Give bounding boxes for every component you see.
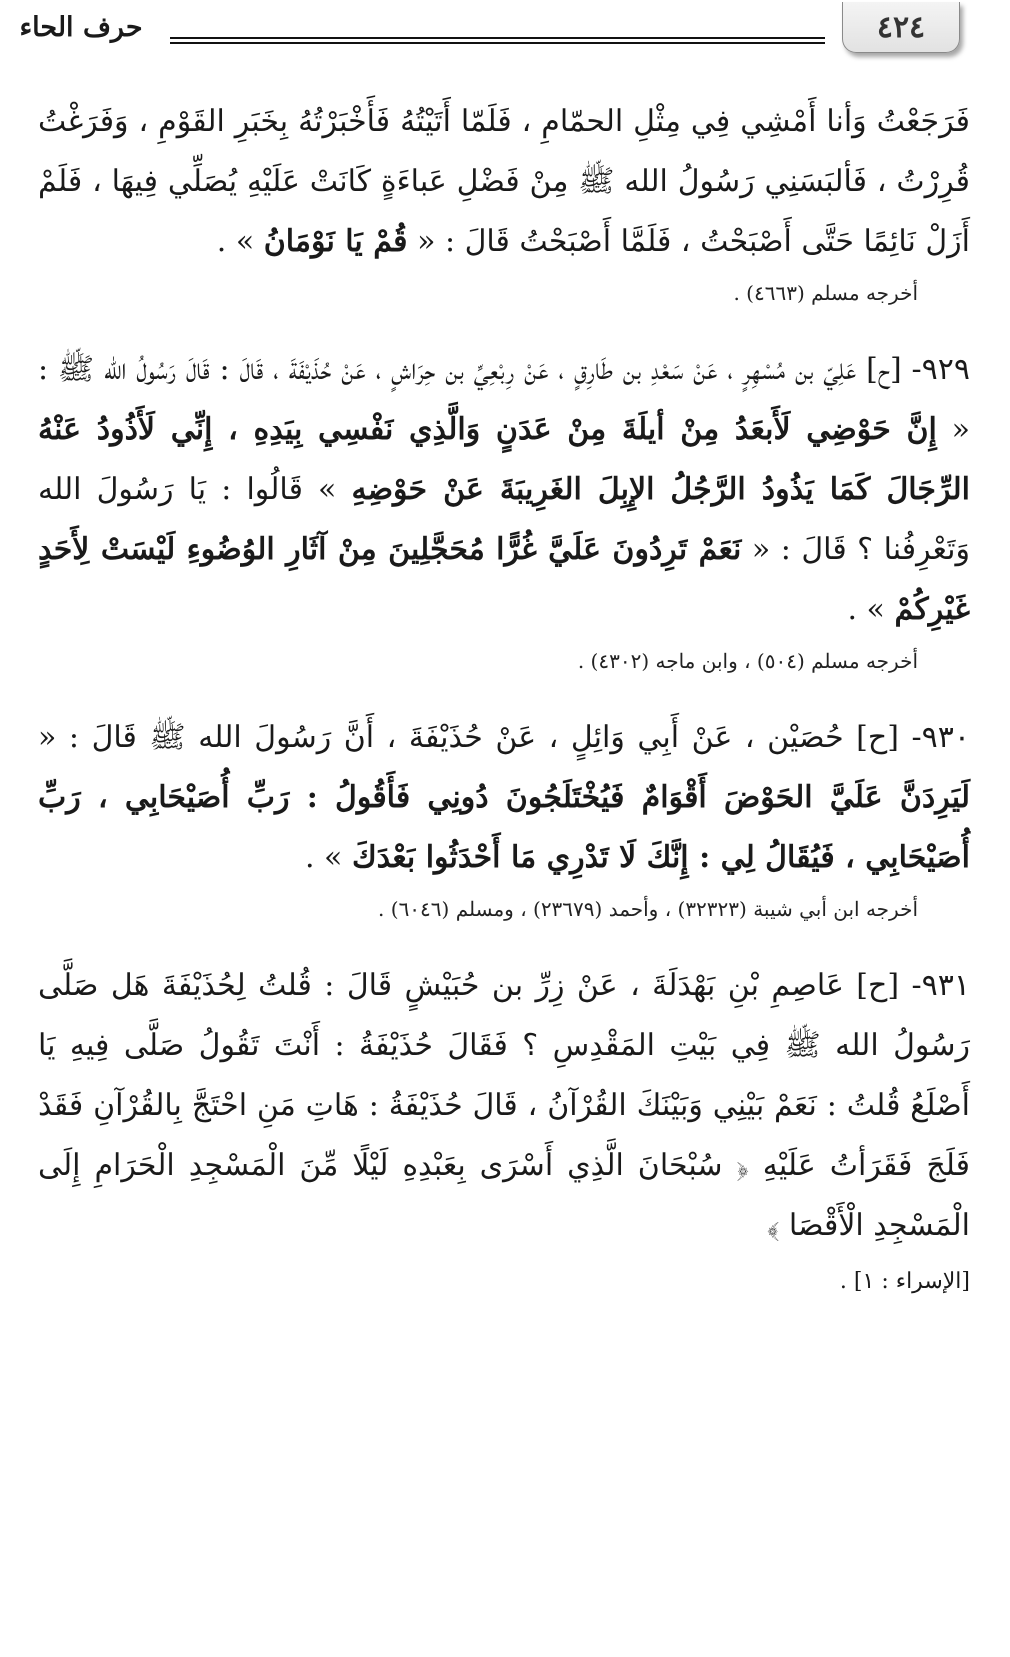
- prophetic-saying: قُمْ يَا نَوْمَانُ: [263, 224, 408, 259]
- takhrij-note: أخرجه مسلم (٥٠٤) ، وابن ماجه (٤٣٠٢) .: [577, 649, 918, 673]
- prophetic-saying: لَيَرِدَنَّ عَلَيَّ الحَوْضَ أَقْوَامٌ فَيُخْتَلَجُونَ دُونِي فَأَقُولُ : رَبِّ أُصَيْحَابِي ، رَبِّ أُصَيْحَابِي ، فَيُقَالُ لِي : إِنَّكَ لَا تَدْرِي مَا أَحْدَثُوا بَعْدَكَ: [38, 780, 970, 875]
- page-number: ٤٢٤: [842, 2, 960, 53]
- prophetic-saying: نَعَمْ تَرِدُونَ عَلَيَّ غُرًّا مُحَجَّلِينَ مِنْ آثَارِ الوُضُوءِ لَيْسَتْ لِأَحَدٍ غَيْرِكُمْ: [38, 532, 970, 627]
- hadith-930: ٩٣٠- [ح] حُصَيْن ، عَنْ أَبِي وَائِلٍ ، عَنْ حُذَيْفَةَ ، أَنَّ رَسُولَ الله ﷺ قَالَ : « لَيَرِدَنَّ عَلَيَّ الحَوْضَ أَقْوَامٌ فَيُخْتَلَجُونَ دُونِي فَأَقُولُ : رَبِّ أُصَيْحَابِي ، رَبِّ أُصَيْحَابِي ، فَيُقَالُ لِي : إِنَّكَ لَا تَدْرِي مَا أَحْدَثُوا بَعْدَكَ » .: [38, 720, 970, 875]
- quran-reference: [الإسراء : ١] .: [839, 1269, 970, 1294]
- hadith-929: ٩٢٩- [ح] عَلِيّ بن مُسْهِرٍ ، عَنْ سَعْدِ بن طَارِقٍ ، عَنْ رِبْعِيِّ بن حِرَاشٍ ، عَنْ حُذَيْفَةَ ، قَالَ : قَالَ رَسُولُ الله ﷺ : « إِنَّ حَوْضِي لَأَبعَدُ مِنْ أيلَةَ مِنْ عَدَنٍ وَالَّذِي نَفْسِي بِيَدِهِ ، إِنِّي لَأَذُودُ عَنْهُ الرِّجَالَ كَمَا يَذُودُ الرَّجُلُ الإِبِلَ الغَرِيبَةَ عَنْ حَوْضِهِ » قَالُوا : يَا رَسُولَ الله وَتَعْرِفُنا ؟ قَالَ : « نَعَمْ تَرِدُونَ عَلَيَّ غُرًّا مُحَجَّلِينَ مِنْ آثَارِ الوُضُوءِ لَيْسَتْ لِأَحَدٍ غَيْرِكُمْ » .: [38, 352, 970, 627]
- continued-hadith: فَرَجَعْتُ وَأنا أَمْشِي فِي مِثْلِ الحمّامِ ، فَلَمّا أَتَيْتُهُ فَأَخْبَرْتُهُ بِخَبَرِ القَوْمِ ، وَفَرَغْتُ قُرِرْتُ ، فَألبَسَنِي رَسُولُ الله ﷺ مِنْ فَضْلِ عَباءَةٍ كَانَتْ عَلَيْهِ يُصَلِّي فِيهَا ، فَلَمْ أَزَلْ نَائِمًا حَتَّى أَصْبَحْتُ ، فَلَمَّا أَصْبَحْتُ قَالَ : « قُمْ يَا نَوْمَانُ » .: [38, 104, 970, 259]
- prophetic-saying: إِنَّ حَوْضِي لَأَبعَدُ مِنْ أيلَةَ مِنْ عَدَنٍ وَالَّذِي نَفْسِي بِيَدِهِ ، إِنِّي لَأَذُودُ عَنْهُ الرِّجَالَ كَمَا يَذُودُ الرَّجُلُ الإِبِلَ الغَرِيبَةَ عَنْ حَوْضِهِ: [38, 412, 970, 507]
- chapter-title: حرف الحاء: [19, 12, 143, 43]
- page-header: [0, 0, 1010, 70]
- header-rule: [170, 37, 825, 44]
- hadith-931: ٩٣١- [ح] عَاصِمِ بْنِ بَهْدَلَةَ ، عَنْ زِرِّ بن حُبَيْشٍ قَالَ : قُلتُ لِحُذَيْفَةَ هَل صَلَّى رَسُولُ الله ﷺ فِي بَيْتِ المَقْدِسِ ؟ فَقَالَ حُذَيْفَةُ : أَنْتَ تَقُولُ صَلَّى فِيهِ يَا أَصْلَعُ قُلتُ : نَعَمْ بَيْنِي وَبَيْنَكَ القُرْآنُ ، قَالَ حُذَيْفَةُ : هَاتِ مَنِ احْتَجَّ بِالقُرْآنِ فَقَدْ فَلَجَ فَقَرَأتُ عَلَيْهِ ﴿ سُبْحَانَ الَّذِي أَسْرَى بِعَبْدِهِ لَيْلًا مِّنَ الْمَسْجِدِ الْحَرَامِ إِلَى الْمَسْجِدِ الْأَقْصَا ﴾: [38, 968, 970, 1243]
- takhrij-note: أخرجه ابن أبي شيبة (٣٢٣٢٣) ، وأحمد (٢٣٦٧٩) ، ومسلم (٦٠٤٦) .: [378, 897, 918, 921]
- takhrij-note: أخرجه مسلم (٤٦٦٣) .: [733, 281, 918, 305]
- page-content: [38, 92, 970, 1322]
